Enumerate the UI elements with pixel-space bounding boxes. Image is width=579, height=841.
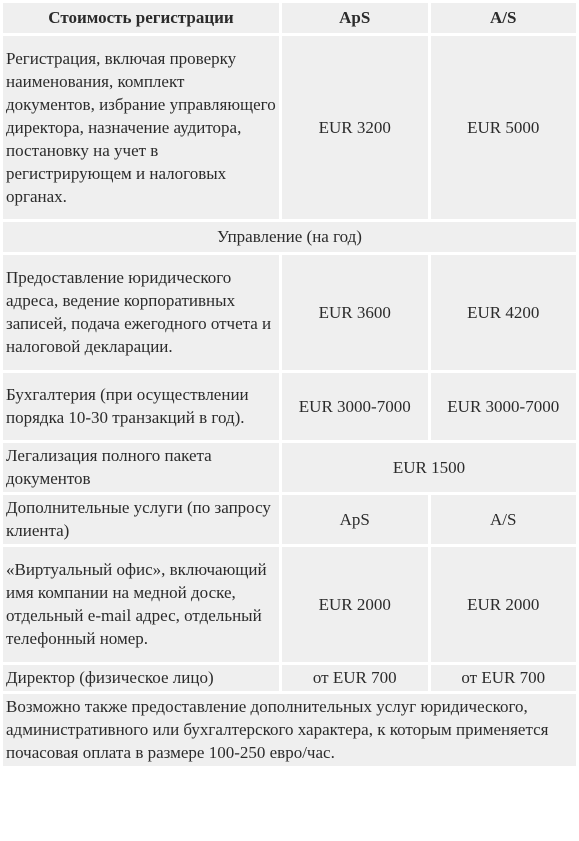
- accounting-description: Бухгалтерия (при осуществлении порядка 10-30 транзакций в год).: [3, 373, 279, 440]
- header-aps: ApS: [282, 3, 428, 33]
- accounting-aps-price: EUR 3000-7000: [282, 373, 428, 440]
- header-as: A/S: [431, 3, 577, 33]
- registration-description: Регистрация, включая проверку наименования, комплект документов, избрание управляющего директора, назначение аудитора, постановку на учет в регистрирующем и налоговых органах.: [3, 36, 279, 219]
- management-as-price: EUR 4200: [431, 255, 577, 370]
- table-row-director: [3, 665, 576, 691]
- director-aps-price: от EUR 700: [282, 665, 428, 691]
- director-as-price: от EUR 700: [431, 665, 577, 691]
- table-header-row: [3, 3, 576, 33]
- management-aps-price: EUR 3600: [282, 255, 428, 370]
- table-section-row-management: [3, 222, 576, 252]
- additional-services-description: Дополнительные услуги (по запросу клиента): [3, 495, 279, 544]
- table-row-accounting: [3, 373, 576, 440]
- table-note-row: [3, 694, 576, 766]
- table-row-management: [3, 255, 576, 370]
- table-row-additional-services: [3, 495, 576, 544]
- table-row-legalization: [3, 443, 576, 492]
- header-registration-cost: Стоимость регистрации: [3, 3, 279, 33]
- virtual-office-aps-price: EUR 2000: [282, 547, 428, 662]
- registration-as-price: EUR 5000: [431, 36, 577, 219]
- section-management-title: Управление (на год): [3, 222, 576, 252]
- additional-services-as: A/S: [431, 495, 577, 544]
- table-row-virtual-office: [3, 547, 576, 662]
- table-row-registration: [3, 36, 576, 219]
- hourly-rate-note: Возможно также предоставление дополнительных услуг юридического, административного или бухгалтерского характера, к которым применяется почасовая оплата в размере 100-250 евро/час.: [3, 694, 576, 766]
- management-description: Предоставление юридического адреса, ведение корпоративных записей, подача ежегодного отчета и налоговой декларации.: [3, 255, 279, 370]
- director-description: Директор (физическое лицо): [3, 665, 279, 691]
- virtual-office-description: «Виртуальный офис», включающий имя компании на медной доске, отдельный e-mail адрес, отдельный телефонный номер.: [3, 547, 279, 662]
- virtual-office-as-price: EUR 2000: [431, 547, 577, 662]
- accounting-as-price: EUR 3000-7000: [431, 373, 577, 440]
- legalization-description: Легализация полного пакета документов: [3, 443, 279, 492]
- registration-aps-price: EUR 3200: [282, 36, 428, 219]
- legalization-price: EUR 1500: [282, 443, 576, 492]
- additional-services-aps: ApS: [282, 495, 428, 544]
